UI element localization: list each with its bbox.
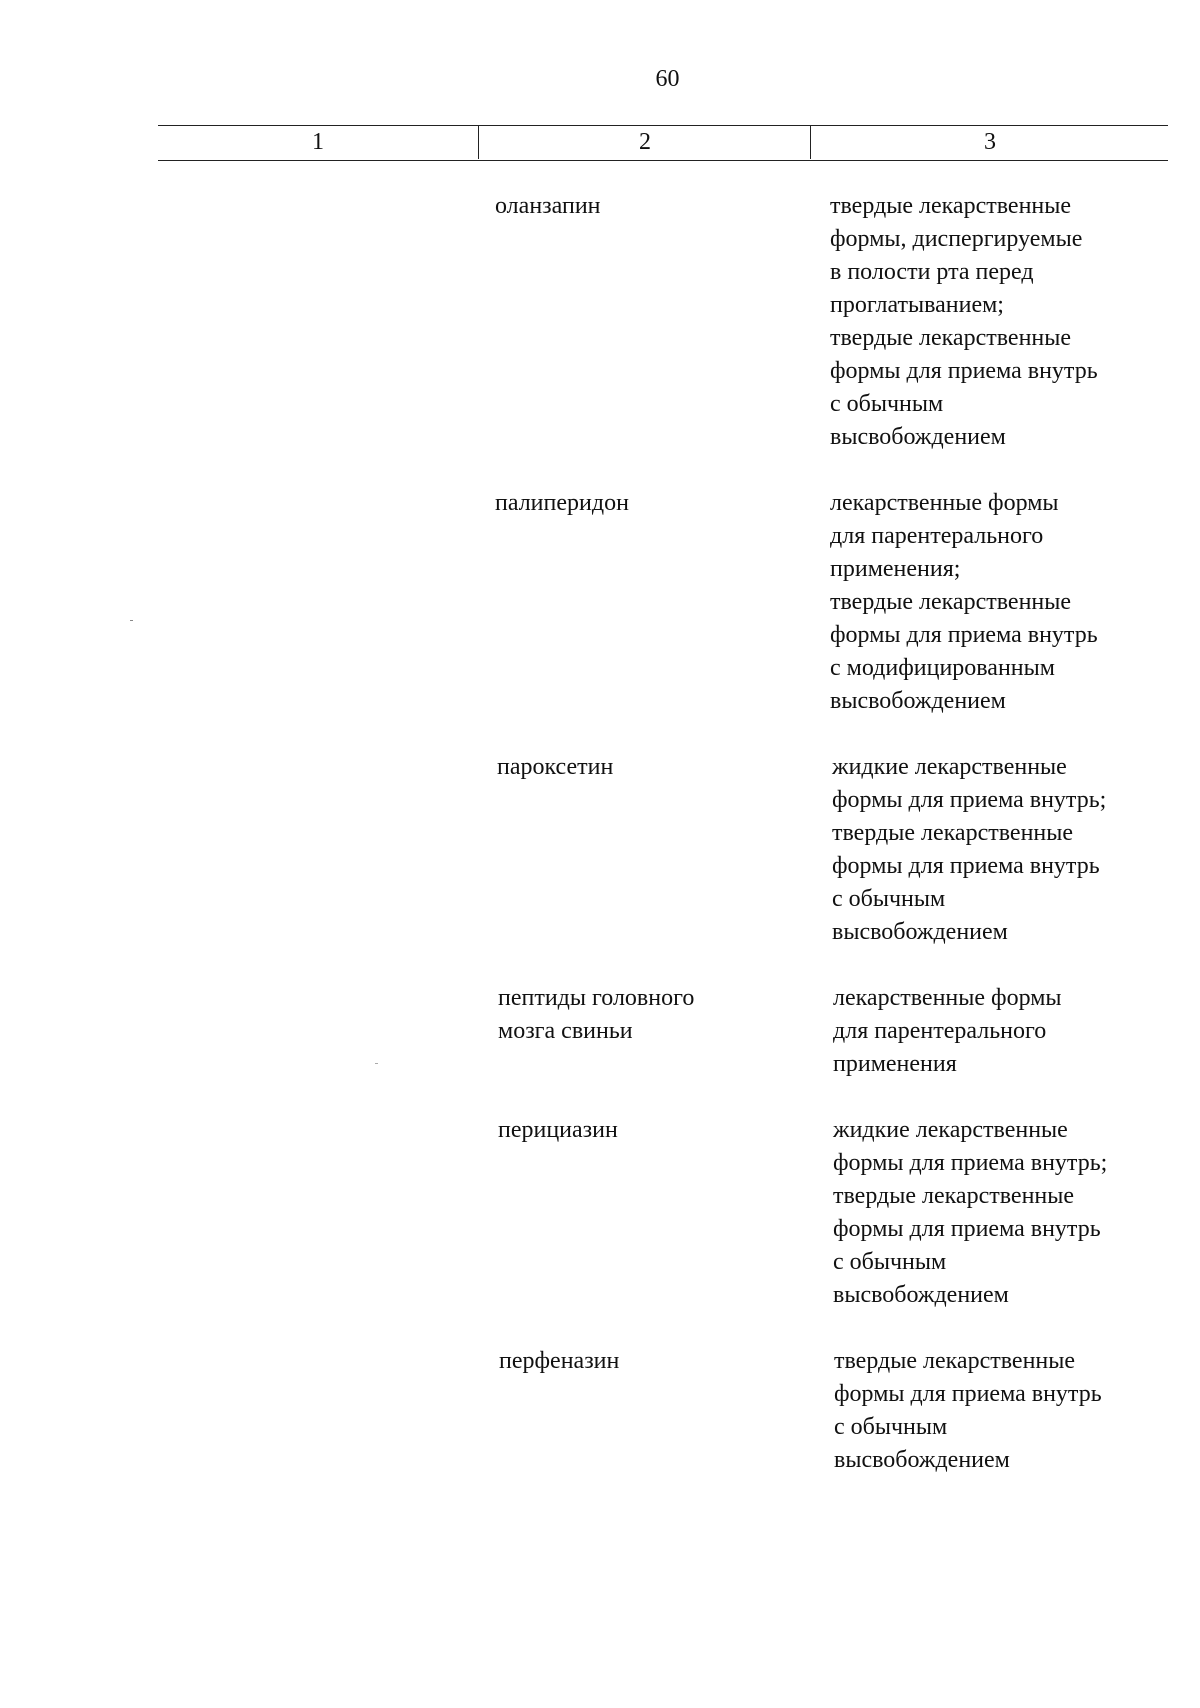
table-header xyxy=(158,125,1168,161)
dosage-forms: твердые лекарственные формы, диспергируемые в полости рта перед проглатыванием; твердые лекарственные формы для приема внутрь с обычным высвобождением xyxy=(830,193,1098,450)
dosage-forms: жидкие лекарственные формы для приема внутрь; твердые лекарственные формы для приема внутрь с обычным высвобождением xyxy=(833,1117,1108,1308)
table-row xyxy=(0,982,1200,1081)
drug-name: перициазин xyxy=(498,1117,618,1143)
drug-name: перфеназин xyxy=(499,1348,620,1374)
drug-name: палиперидон xyxy=(495,490,629,516)
table-row xyxy=(0,190,1200,454)
dosage-forms: твердые лекарственные формы для приема внутрь с обычным высвобождением xyxy=(834,1348,1102,1473)
table-header-col-1: 1 xyxy=(312,129,324,155)
page-number: 60 xyxy=(655,66,680,92)
dosage-forms: лекарственные формы для парентерального применения xyxy=(833,985,1062,1077)
drug-name: пароксетин xyxy=(497,754,614,780)
table-row xyxy=(0,751,1200,949)
table-row xyxy=(0,487,1200,718)
drug-list xyxy=(0,190,1200,1477)
table-header-col-2: 2 xyxy=(478,126,811,159)
table-row xyxy=(0,1114,1200,1312)
drug-name: пептиды головного мозга свиньи xyxy=(498,985,695,1044)
table-header-col-3: 3 xyxy=(810,126,1169,159)
table-row xyxy=(0,1345,1200,1477)
drug-name: оланзапин xyxy=(495,193,601,219)
dosage-forms: лекарственные формы для парентерального применения; твердые лекарственные формы для приема внутрь с модифицированным высвобождением xyxy=(830,490,1098,714)
dosage-forms: жидкие лекарственные формы для приема внутрь; твердые лекарственные формы для приема внутрь с обычным высвобождением xyxy=(832,754,1107,945)
